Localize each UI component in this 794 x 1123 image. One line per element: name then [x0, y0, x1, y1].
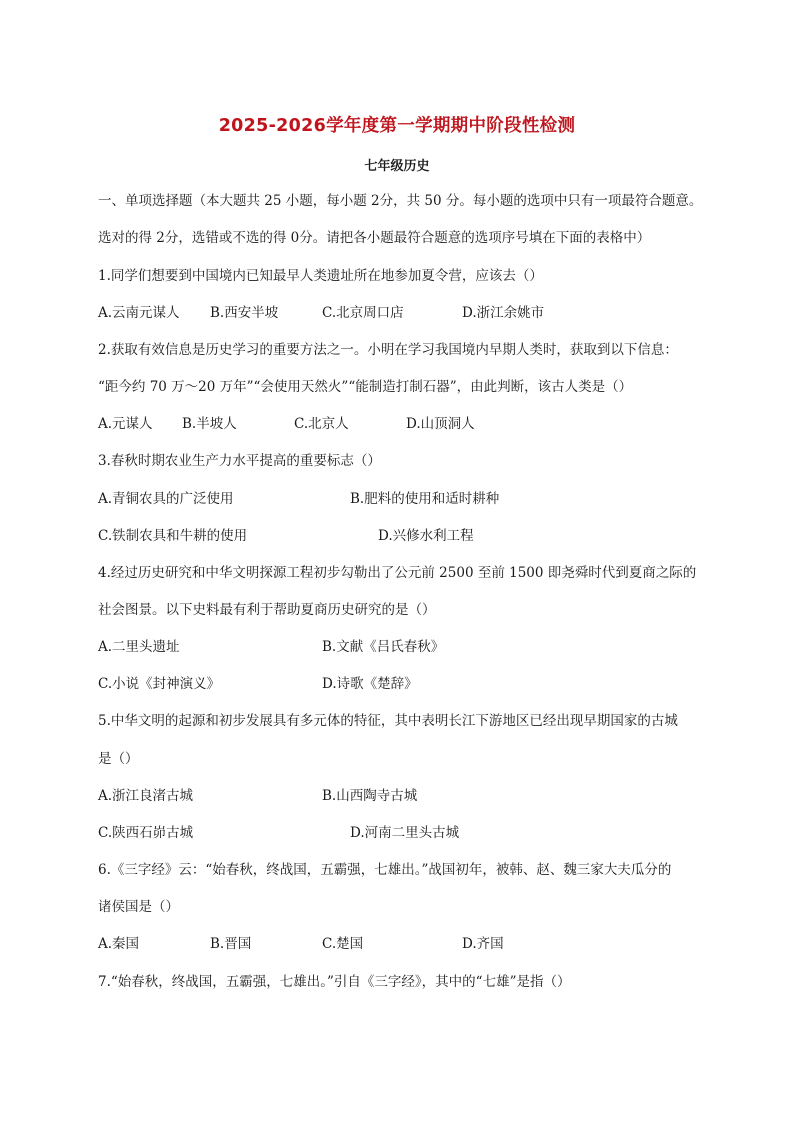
option-b[interactable]: B.半坡人 — [182, 416, 237, 432]
option-a[interactable]: A.云南元谋人 — [98, 305, 180, 321]
option-d[interactable]: D.诗歌《楚辞》 — [322, 676, 418, 692]
question-6-stem: 6.《三字经》云：“始春秋，终战国，五霸强，七雄出。”战国初年，被韩、赵、魏三家大夫瓜分的 — [98, 862, 672, 878]
question-3-stem: 3.春秋时期农业生产力水平提高的重要标志（） — [98, 453, 381, 469]
option-a[interactable]: A.青铜农具的广泛使用 — [98, 491, 234, 507]
option-a[interactable]: A.二里头遗址 — [98, 639, 180, 655]
option-a[interactable]: A.元谋人 — [98, 416, 153, 432]
question-2-stem: 2.获取有效信息是历史学习的重要方法之一。小明在学习我国境内早期人类时，获取到以下信息： — [98, 342, 678, 358]
option-d[interactable]: D.山顶洞人 — [406, 416, 475, 432]
question-1-stem: 1.同学们想要到中国境内已知最早人类遗址所在地参加夏令营，应该去（） — [98, 268, 543, 284]
option-c[interactable]: C.陕西石峁古城 — [98, 825, 194, 841]
question-2-stem: “距今约 70 万～20 万年”“会使用天然火”“能制造打制石器”，由此判断，该古人类是（） — [98, 379, 633, 395]
option-d[interactable]: D.兴修水利工程 — [378, 528, 474, 544]
option-c[interactable]: C.铁制农具和牛耕的使用 — [98, 528, 248, 544]
option-d[interactable]: D.齐国 — [462, 936, 504, 952]
option-d[interactable]: D.浙江余姚市 — [462, 305, 545, 321]
option-b[interactable]: B.山西陶寺古城 — [322, 788, 418, 804]
exam-title: 2025-2026学年度第一学期期中阶段性检测 — [218, 116, 576, 136]
option-b[interactable]: B.肥料的使用和适时耕种 — [350, 491, 500, 507]
option-c[interactable]: C.楚国 — [322, 936, 364, 952]
option-b[interactable]: B.晋国 — [210, 936, 252, 952]
question-4-stem: 社会图景。以下史料最有利于帮助夏商历史研究的是（） — [98, 602, 436, 618]
option-b[interactable]: B.西安半坡 — [210, 305, 279, 321]
question-5-stem: 5.中华文明的起源和初步发展具有多元体的特征，其中表明长江下游地区已经出现早期国家的古城 — [98, 713, 678, 729]
section-instructions-line: 选对的得 2分，选错或不选的得 0分。请把各小题最符合题意的选项序号填在下面的表格中） — [98, 230, 651, 246]
section-instructions-line: 一、单项选择题（本大题共 25 小题，每小题 2分，共 50 分。每小题的选项中只有一项最符合题意。 — [98, 193, 703, 209]
question-5-stem: 是（） — [98, 751, 139, 767]
option-c[interactable]: C.小说《封神演义》 — [98, 676, 221, 692]
question-4-stem: 4.经过历史研究和中华文明探源工程初步勾勒出了公元前 2500 至前 1500 即尧舜时代到夏商之际的 — [98, 565, 697, 581]
option-a[interactable]: A.秦国 — [98, 936, 140, 952]
option-a[interactable]: A.浙江良渚古城 — [98, 788, 194, 804]
option-c[interactable]: C.北京周口店 — [322, 305, 404, 321]
option-c[interactable]: C.北京人 — [294, 416, 349, 432]
question-7-stem: 7.“始春秋，终战国，五霸强，七雄出。”引自《三字经》，其中的“七雄”是指（） — [98, 974, 571, 990]
question-6-stem: 诸侯国是（） — [98, 899, 179, 915]
exam-subtitle: 七年级历史 — [364, 159, 430, 174]
option-b[interactable]: B.文献《吕氏春秋》 — [322, 639, 445, 655]
option-d[interactable]: D.河南二里头古城 — [350, 825, 460, 841]
